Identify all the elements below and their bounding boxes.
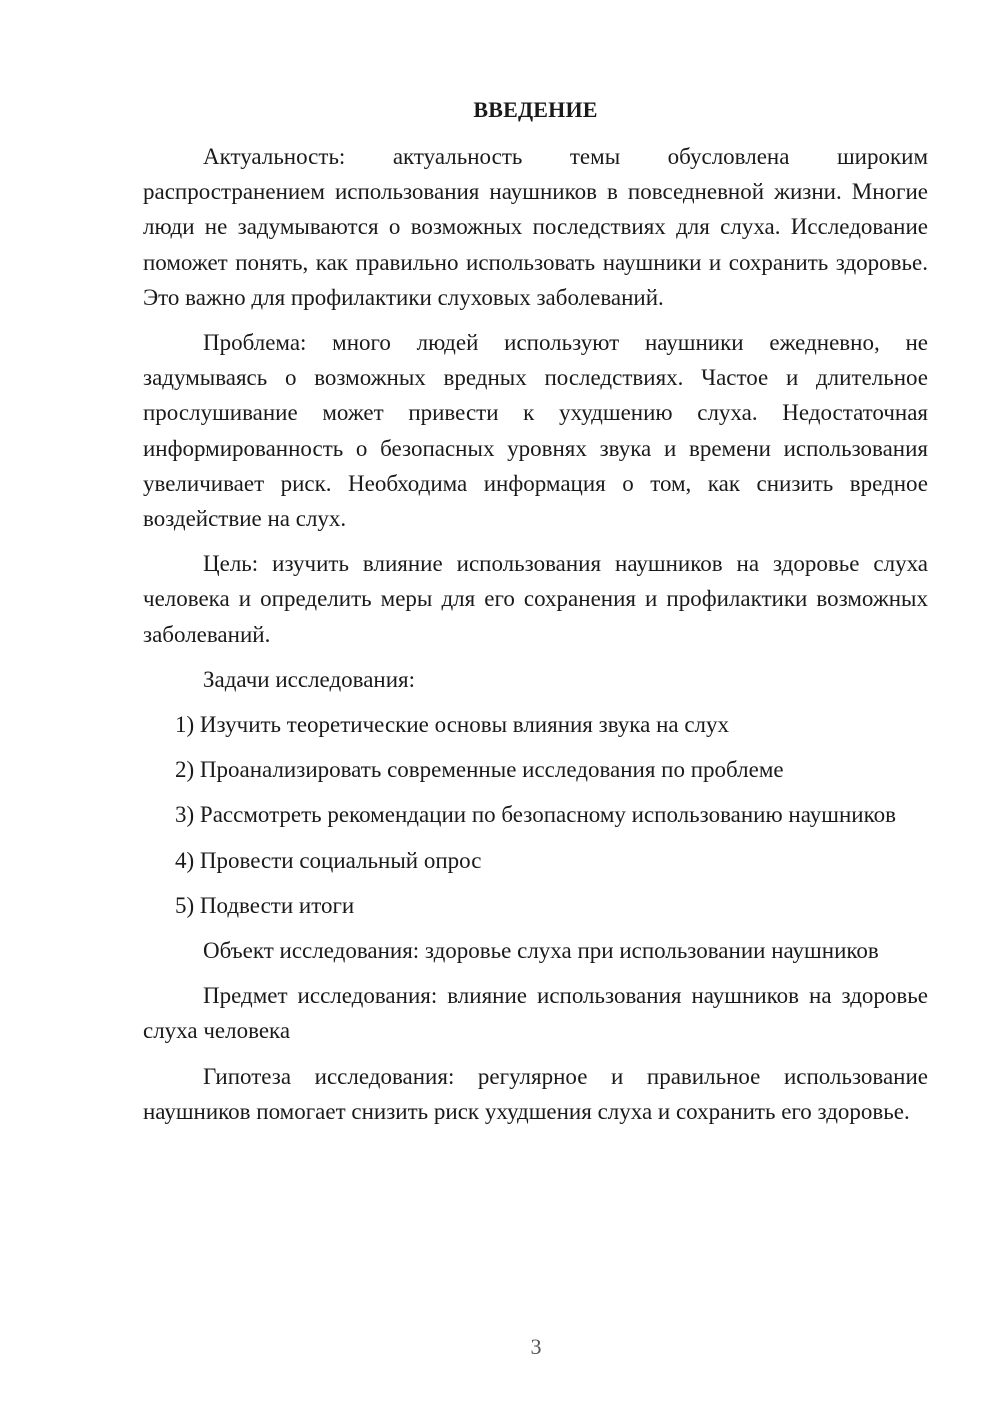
section-heading: ВВЕДЕНИЕ [473, 97, 598, 122]
hypothesis-paragraph: Гипотеза исследования: регулярное и правильное использование наушников помогает снизить риск ухудшения слуха и сохранить его здоровье. [143, 1063, 928, 1124]
task-item-2: 2) Проанализировать современные исследования по проблеме [175, 757, 784, 783]
tasks-intro: Задачи исследования: [203, 666, 416, 692]
page-body [143, 92, 928, 1139]
object-paragraph: Объект исследования: здоровье слуха при использовании наушников [203, 938, 879, 964]
task-item-5: 5) Подвести итоги [175, 892, 355, 918]
task-item-4: 4) Провести социальный опрос [175, 847, 482, 873]
relevance-paragraph: Актуальность: актуальность темы обусловлена широким распространением использования наушников в повседневной жизни. Многие люди не задумываются о возможных последствиях для слуха. Исследование поможет понять, как правильно использовать наушники и сохранить здоровье. Это важно для профилактики слуховых заболеваний. [143, 144, 928, 310]
task-item-1: 1) Изучить теоретические основы влияния звука на слух [175, 712, 730, 738]
goal-paragraph: Цель: изучить влияние использования наушников на здоровье слуха человека и определить меры для его сохранения и профилактики возможных заболеваний. [143, 551, 928, 647]
problem-paragraph: Проблема: много людей используют наушники ежедневно, не задумываясь о возможных вредных последствиях. Частое и длительное прослушивание может привести к ухудшению слуха. Недостаточная информированность о безопасных уровнях звука и времени использования увеличивает риск. Необходима информация о том, как снизить вредное воздействие на слух. [143, 330, 928, 532]
task-item-3: 3) Рассмотреть рекомендации по безопасному использованию наушников [175, 802, 896, 828]
subject-paragraph: Предмет исследования: влияние использования наушников на здоровье слуха человека [143, 983, 928, 1044]
page-number: 3 [530, 1334, 542, 1359]
